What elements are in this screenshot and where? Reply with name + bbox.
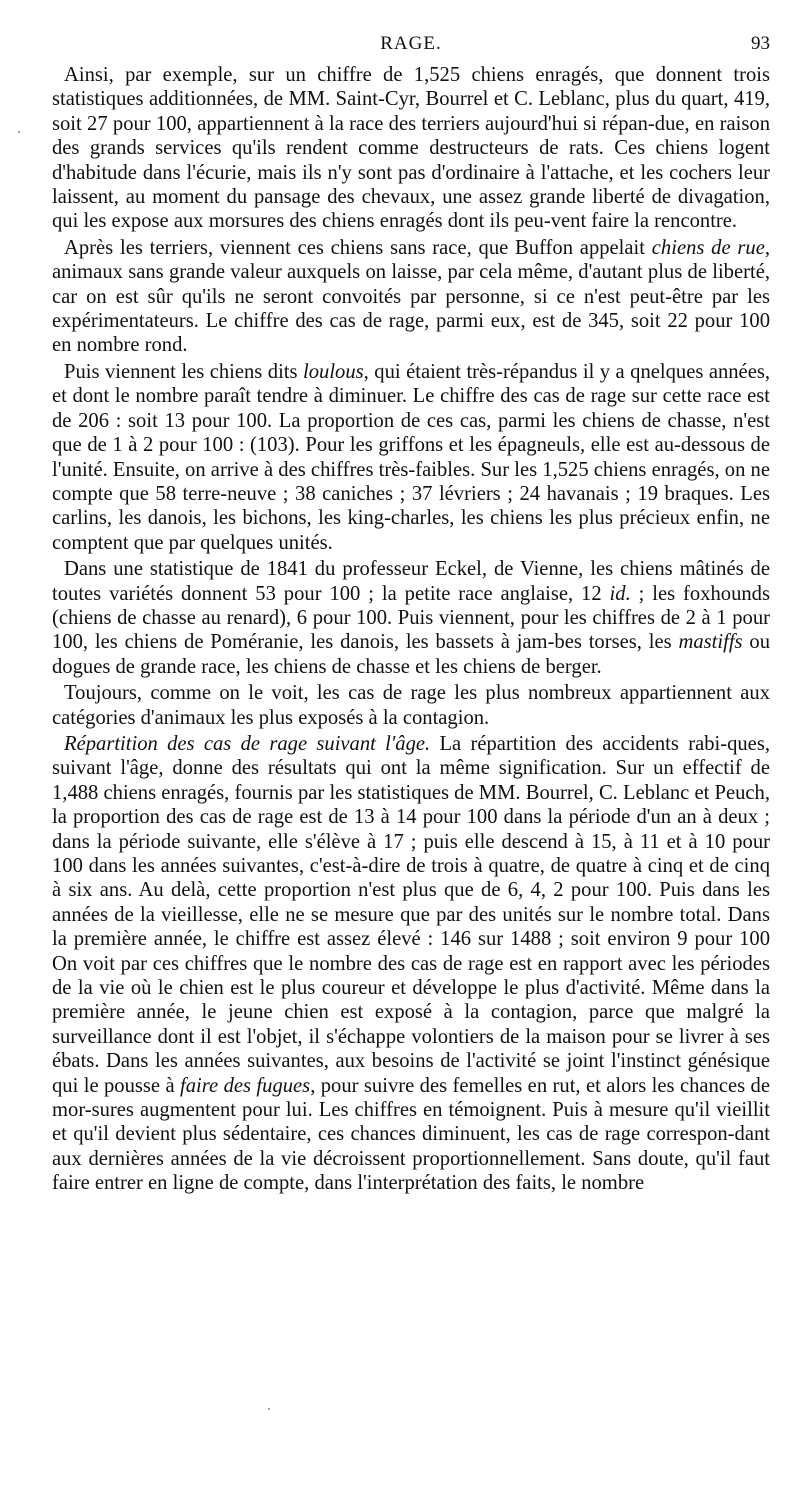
body-text bbox=[52, 63, 770, 1196]
paragraph bbox=[52, 557, 770, 679]
paragraph-text: Dans une statistique de 1841 du professeur Eckel, de Vienne, les chiens mâtinés de toutes variétés donnent 53 pour 100 ; la petite race anglaise, 12 bbox=[52, 558, 770, 605]
italic-text: loulous bbox=[303, 360, 364, 383]
paragraph bbox=[52, 236, 770, 358]
running-title: RAGE. bbox=[380, 33, 442, 54]
paragraph bbox=[52, 681, 770, 730]
paragraph-text: , animaux sans grande valeur auxquels on laisse, par cela même, d'autant plus de liberté, car on est sûr qu'ils ne seront convoités par personne, si ce n'est peut-être par les expérimentateurs. Le chiffre des cas de rage, parmi eux, est de 345, soit 22 pour 100 en nombre rond. bbox=[52, 236, 771, 357]
paragraph-text: ou dogues de grande race, les chiens de chasse et les chiens de berger. bbox=[52, 631, 770, 678]
paragraph-text: Puis viennent les chiens dits bbox=[64, 360, 304, 383]
print-speck bbox=[18, 131, 20, 133]
paragraph-text: La répartition des accidents rabi-ques, suivant l'âge, donne des résultats qui ont la même signification. Sur un effectif de 1,488 chiens enragés, fournis par les statistiques de MM. Bourrel, C. Leblanc et Peuch, la proportion des cas de rage est de 13 à 14 pour 100 dans la période d'un an à deux ; dans la période suivante, elle s'élève à 17 ; puis elle descend à 15, à 11 et à 10 pour 100 dans les années suivantes, c'est-à-dire de trois à quatre, de quatre à cinq et de cinq à six ans. Au delà, cette proportion n'est plus que de 6, 4, 2 pour 100. Puis dans les années de la vieillesse, elle ne se mesure que par des unités sur le nombre total. Dans la première année, le chiffre est assez élevé : 146 sur 1488 ; soit environ 9 pour 100 On voit par ces chiffres que le nombre des cas de rage est en rapport avec les périodes de la vie où le chien est le plus coureur et développe le plus d'activité. Même dans la première année, le jeune chien est exposé à la contagion, parce que malgré la surveillance dont il est l'objet, il s'échappe volontiers de la maison pour se livrer à ses ébats. Dans les années suivantes, aux besoins de l'activité se joint l'instinct génésique qui le pousse à bbox=[52, 732, 770, 1097]
italic-text: chiens de rue bbox=[651, 236, 765, 259]
paragraph-text: Ainsi, par exemple, sur un chiffre de 1,525 chiens enragés, que donnent trois statistiques additionnées, de MM. Saint-Cyr, Bourrel et C. Leblanc, plus du quart, 419, soit 27 pour 100, appartiennent à la race des terriers aujourd'hui si répan-due, en raison des grands services qu'ils rendent comme destructeurs de rats. Ces chiens logent d'habitude dans l'écurie, mais ils n'y sont pas d'ordinaire à l'attache, et les cochers leur laissent, au moment du pansage des chevaux, une assez grande liberté de divagation, qui les expose aux morsures des chiens enragés dont ils peu-vent faire la rencontre. bbox=[52, 64, 770, 233]
print-speck bbox=[268, 1408, 270, 1410]
italic-text: faire des fugues bbox=[180, 1074, 311, 1097]
paragraph bbox=[52, 732, 770, 1196]
running-head bbox=[52, 30, 770, 60]
paragraph-text: Après les terriers, viennent ces chiens sans race, que Buffon appelait bbox=[64, 236, 652, 259]
italic-text: id. bbox=[609, 582, 631, 605]
italic-text: mastiffs bbox=[678, 631, 743, 654]
paragraph bbox=[52, 360, 770, 555]
paragraph-text: , qui étaient très-répandus il y a qnelques années, et dont le nombre paraît tendre à diminuer. Le chiffre des cas de rage sur cette race est de 206 : soit 13 pour 100. La proportion de ces cas, parmi les chiens de chasse, n'est que de 1 à 2 pour 100 : (103). Pour les griffons et les épagneuls, elle est au-dessous de l'unité. Ensuite, on arrive à des chiffres très-faibles. Sur les 1,525 chiens enragés, on ne compte que 58 terre-neuve ; 38 caniches ; 37 lévriers ; 24 havanais ; 19 braques. Les carlins, les danois, les bichons, les king-charles, les chiens les plus précieux enfin, ne comptent que par quelques unités. bbox=[52, 360, 770, 554]
paragraph-text: Toujours, comme on le voit, les cas de rage les plus nombreux appartiennent aux catégories d'animaux les plus exposés à la contagion. bbox=[52, 682, 770, 729]
paragraph bbox=[52, 63, 770, 234]
paragraph-text: ; les foxhounds (chiens de chasse au renard), 6 pour 100. Puis viennent, pour les chiffres de 2 à 1 pour 100, les chiens de Poméranie, les danois, les bassets à jam-bes torses, les bbox=[52, 582, 770, 654]
paragraph-text: , pour suivre des femelles en rut, et alors les chances de mor-sures augmentent pour lui. Les chiffres en témoignent. Puis à mesure qu'il vieillit et qu'il devient plus sédentaire, ces chances diminuent, les cas de rage correspon-dant aux dernières années de la vie décroissent proportionnellement. Sans doute, qu'il faut faire entrer en ligne de compte, dans l'interprétation des faits, le nombre bbox=[52, 1074, 770, 1195]
italic-text: Répartition des cas de rage suivant l'âge. bbox=[64, 732, 431, 755]
page-number: 93 bbox=[751, 33, 770, 54]
